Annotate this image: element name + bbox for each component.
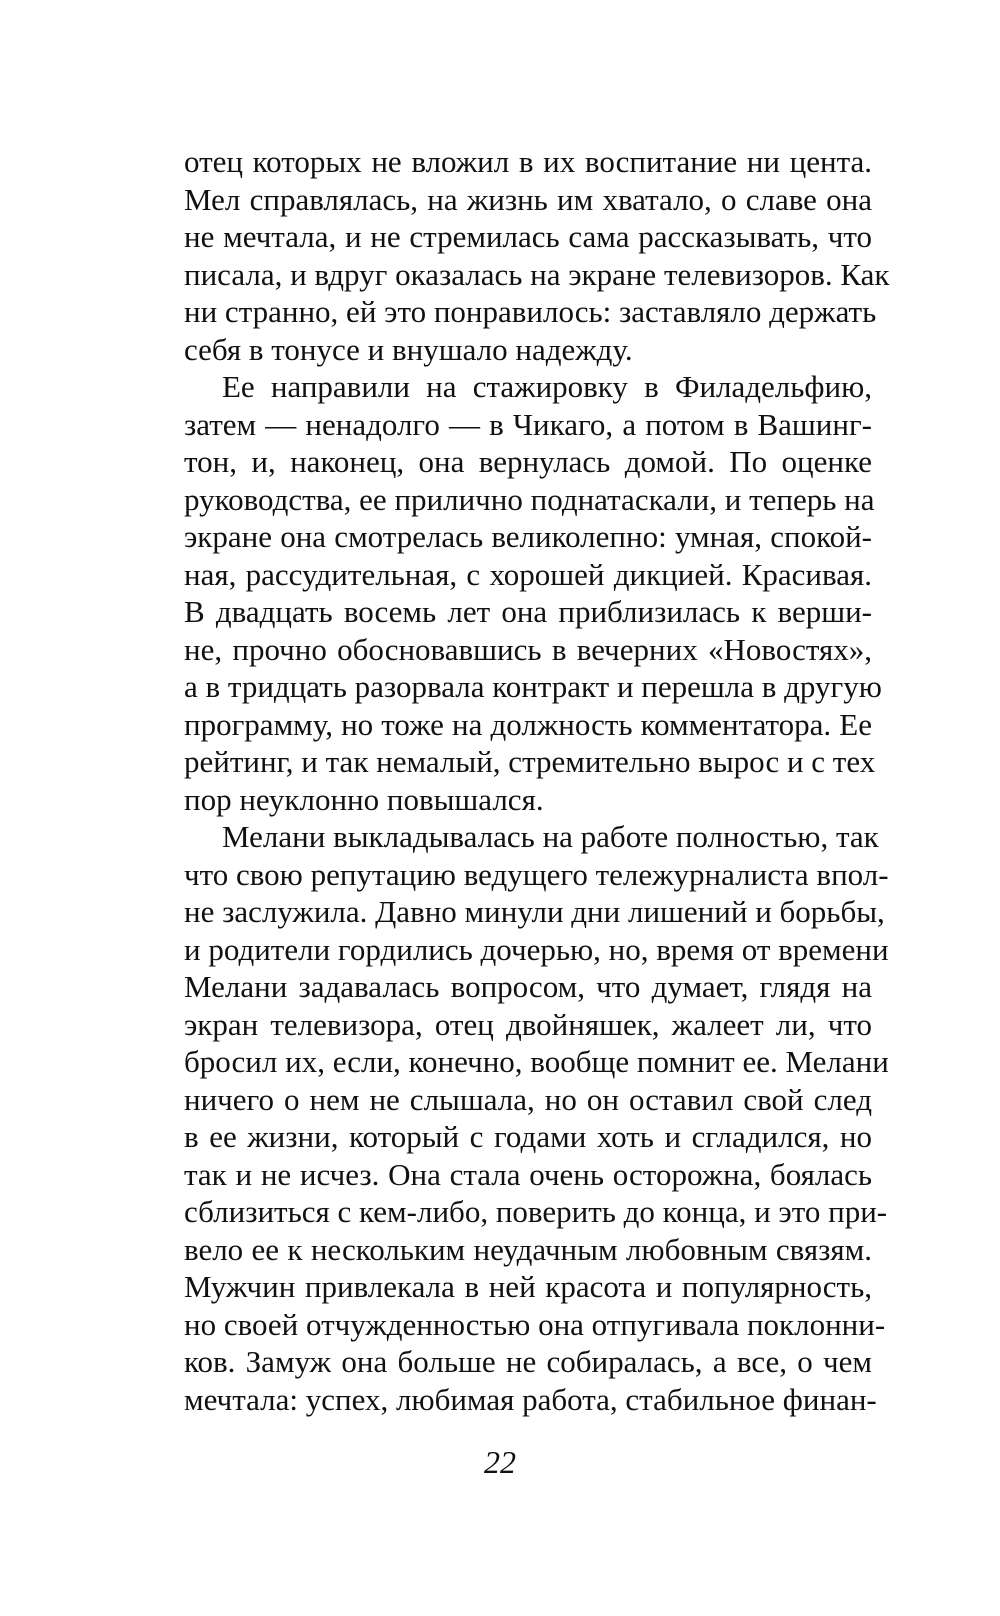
- text-line: затем — ненадолго — в Чикаго, а потом в Вашинг-: [184, 406, 872, 442]
- text-line: но своей отчужденностью она отпугивала поклонни-: [184, 1306, 886, 1342]
- text-line: писала, и вдруг оказалась на экране телевизоров. Как: [184, 256, 890, 292]
- text-line: мечтала: успех, любимая работа, стабильное финан-: [184, 1381, 877, 1417]
- paragraph: [184, 143, 890, 368]
- text-line: программу, но тоже на должность комментатора. Ее: [184, 706, 872, 742]
- text-line: отец которых не вложил в их воспитание ни цента.: [184, 144, 872, 179]
- text-line: ков. Замуж она больше не собиралась, а все, о чем: [184, 1344, 872, 1379]
- text-line: так и не исчез. Она стала очень осторожна, боялась: [184, 1156, 872, 1192]
- text-line: ничего о нем не слышала, но он оставил свой след: [184, 1081, 872, 1117]
- text-line: не мечтала, и не стремилась сама рассказывать, что: [184, 219, 872, 254]
- text-line: ная, рассудительная, с хорошей дикцией. Красивая.: [184, 556, 872, 592]
- paragraph: [184, 368, 882, 818]
- paragraph: [184, 818, 889, 1418]
- text-line: сблизиться с кем-либо, поверить до конца, и это при-: [184, 1194, 888, 1229]
- text-line: вело ее к нескольким неудачным любовным связям.: [184, 1231, 872, 1267]
- text-line: ни странно, ей это понравилось: заставляло держать: [184, 294, 877, 329]
- text-line: экран телевизора, отец двойняшек, жалеет ли, что: [184, 1006, 872, 1042]
- text-line: пор неуклонно повышался.: [184, 781, 544, 817]
- text-line: Мелани задавалась вопросом, что думает, глядя на: [184, 969, 872, 1004]
- text-line: и родители гордились дочерью, но, время от времени: [184, 931, 889, 967]
- text-line: Ее направили на стажировку в Филадельфию,: [222, 369, 872, 404]
- text-line: В двадцать восемь лет она приблизилась к верши-: [184, 594, 872, 629]
- text-line: руководства, ее прилично поднатаскали, и теперь на: [184, 481, 875, 517]
- text-line: в ее жизни, который с годами хоть и сгладился, но: [184, 1119, 872, 1154]
- body-text: [184, 143, 890, 1418]
- text-line: Мелани выкладывалась на работе полностью, так: [222, 819, 879, 854]
- text-line: себя в тонусе и внушало надежду.: [184, 331, 633, 367]
- text-line: а в тридцать разорвала контракт и перешла в другую: [184, 669, 882, 704]
- text-line: рейтинг, и так немалый, стремительно вырос и с тех: [184, 744, 876, 779]
- text-line: не, прочно обосновавшись в вечерних «Новостях»,: [184, 631, 872, 667]
- text-line: бросил их, если, конечно, вообще помнит ее. Мелани: [184, 1044, 889, 1079]
- page-number: 22: [484, 1444, 516, 1480]
- text-line: не заслужила. Давно минули дни лишений и борьбы,: [184, 894, 885, 929]
- text-line: Мел справлялась, на жизнь им хватало, о славе она: [184, 181, 872, 217]
- text-line: что свою репутацию ведущего тележурналиста впол-: [184, 856, 889, 892]
- text-line: экране она смотрелась великолепно: умная, спокой-: [184, 519, 872, 554]
- text-line: тон, и, наконец, она вернулась домой. По оценке: [184, 444, 872, 479]
- text-line: Мужчин привлекала в ней красота и популярность,: [184, 1269, 872, 1304]
